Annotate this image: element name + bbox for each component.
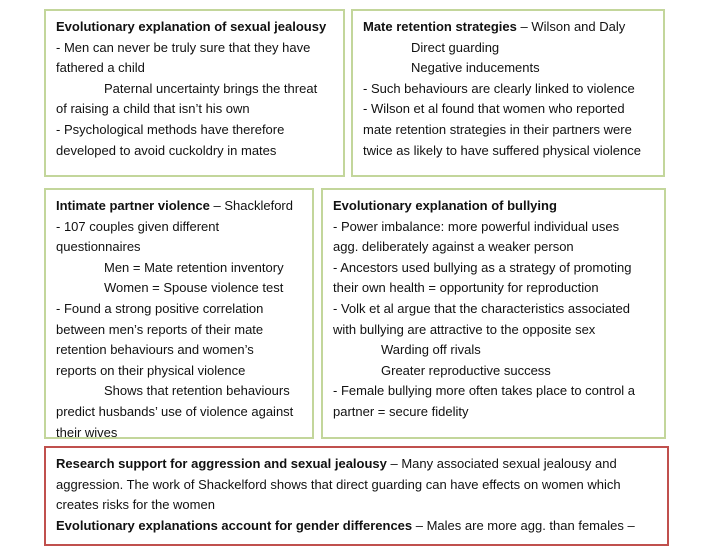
body-line: Direct guarding (411, 39, 500, 55)
body-line: - Female bullying more often takes place to control a (333, 383, 636, 399)
body-line: - Such behaviours are clearly linked to violence (363, 80, 635, 96)
body-line: Shows that retention behaviours (104, 383, 290, 399)
body-line: agg. deliberately against a weaker person (333, 239, 574, 255)
body-line: mate retention strategies in their partners were (363, 121, 632, 137)
body-line: Negative inducements (411, 60, 540, 76)
body-line: between men’s reports of their mate (56, 321, 264, 337)
body-line: aggression. The work of Shackelford shows that direct guarding can have effects on women which (56, 476, 621, 492)
body-line: - Found a strong positive correlation (56, 300, 264, 316)
body-line: - Psychological methods have therefore (56, 121, 285, 137)
mate-retention-author: – Wilson and Daly (516, 19, 626, 34)
body-line: their own health = opportunity for reproduction (333, 280, 599, 296)
partner-violence-author: – Shackleford (209, 198, 293, 213)
evaluation-box (44, 446, 669, 546)
body-line: reports on their physical violence (56, 362, 246, 378)
sexual-jealousy-box (44, 9, 345, 177)
body-line: creates risks for the women (56, 497, 215, 513)
body-line: fathered a child (56, 60, 145, 76)
body-line: of raising a child that isn’t his own (56, 101, 250, 117)
body-line: partner = secure fidelity (333, 403, 469, 419)
body-line: developed to avoid cuckoldry in mates (56, 142, 277, 158)
body-line: - Wilson et al found that women who reported (363, 101, 625, 117)
bullying-title: Evolutionary explanation of bullying (333, 198, 557, 213)
body-line: - Volk et al argue that the characteristics associated (333, 300, 630, 316)
body-line: - Power imbalance: more powerful individual uses (333, 218, 620, 234)
body-line: Greater reproductive success (381, 362, 551, 378)
research-support-heading (56, 454, 657, 475)
gender-differences-heading (56, 516, 657, 537)
gender-differences-title: Evolutionary explanations account for gender differences (56, 517, 413, 533)
partner-violence-title: Intimate partner violence (56, 198, 210, 213)
body-line: their wives (56, 424, 118, 439)
body-line: predict husbands’ use of violence against (56, 403, 294, 419)
body-line: - 107 couples given different (56, 218, 220, 234)
partner-violence-box (44, 188, 314, 439)
body-line: - Men can never be truly sure that they have (56, 39, 311, 55)
body-line: Women = Spouse violence test (104, 280, 284, 296)
body-line: Men = Mate retention inventory (104, 259, 284, 275)
body-line: twice as likely to have suffered physical violence (363, 142, 641, 158)
partner-violence-heading (56, 196, 302, 217)
body-line: with bullying are attractive to the opposite sex (333, 321, 596, 337)
mate-retention-box (351, 9, 665, 177)
bullying-box (321, 188, 666, 439)
body-line: Warding off rivals (381, 342, 481, 358)
body-line: - Ancestors used bullying as a strategy of promoting (333, 259, 632, 275)
research-support-title: Research support for aggression and sexual jealousy (56, 456, 387, 471)
sexual-jealousy-title: Evolutionary explanation of sexual jealousy (56, 19, 327, 34)
research-support-text: – Many associated sexual jealousy and (386, 456, 617, 471)
body-line: retention behaviours and women’s (56, 342, 254, 358)
body-line: Paternal uncertainty brings the threat (104, 80, 318, 96)
gender-differences-text: – Males are more agg. than females – (412, 517, 635, 533)
mate-retention-heading (363, 17, 653, 38)
body-line: questionnaires (56, 239, 141, 255)
mate-retention-title: Mate retention strategies (363, 19, 517, 34)
